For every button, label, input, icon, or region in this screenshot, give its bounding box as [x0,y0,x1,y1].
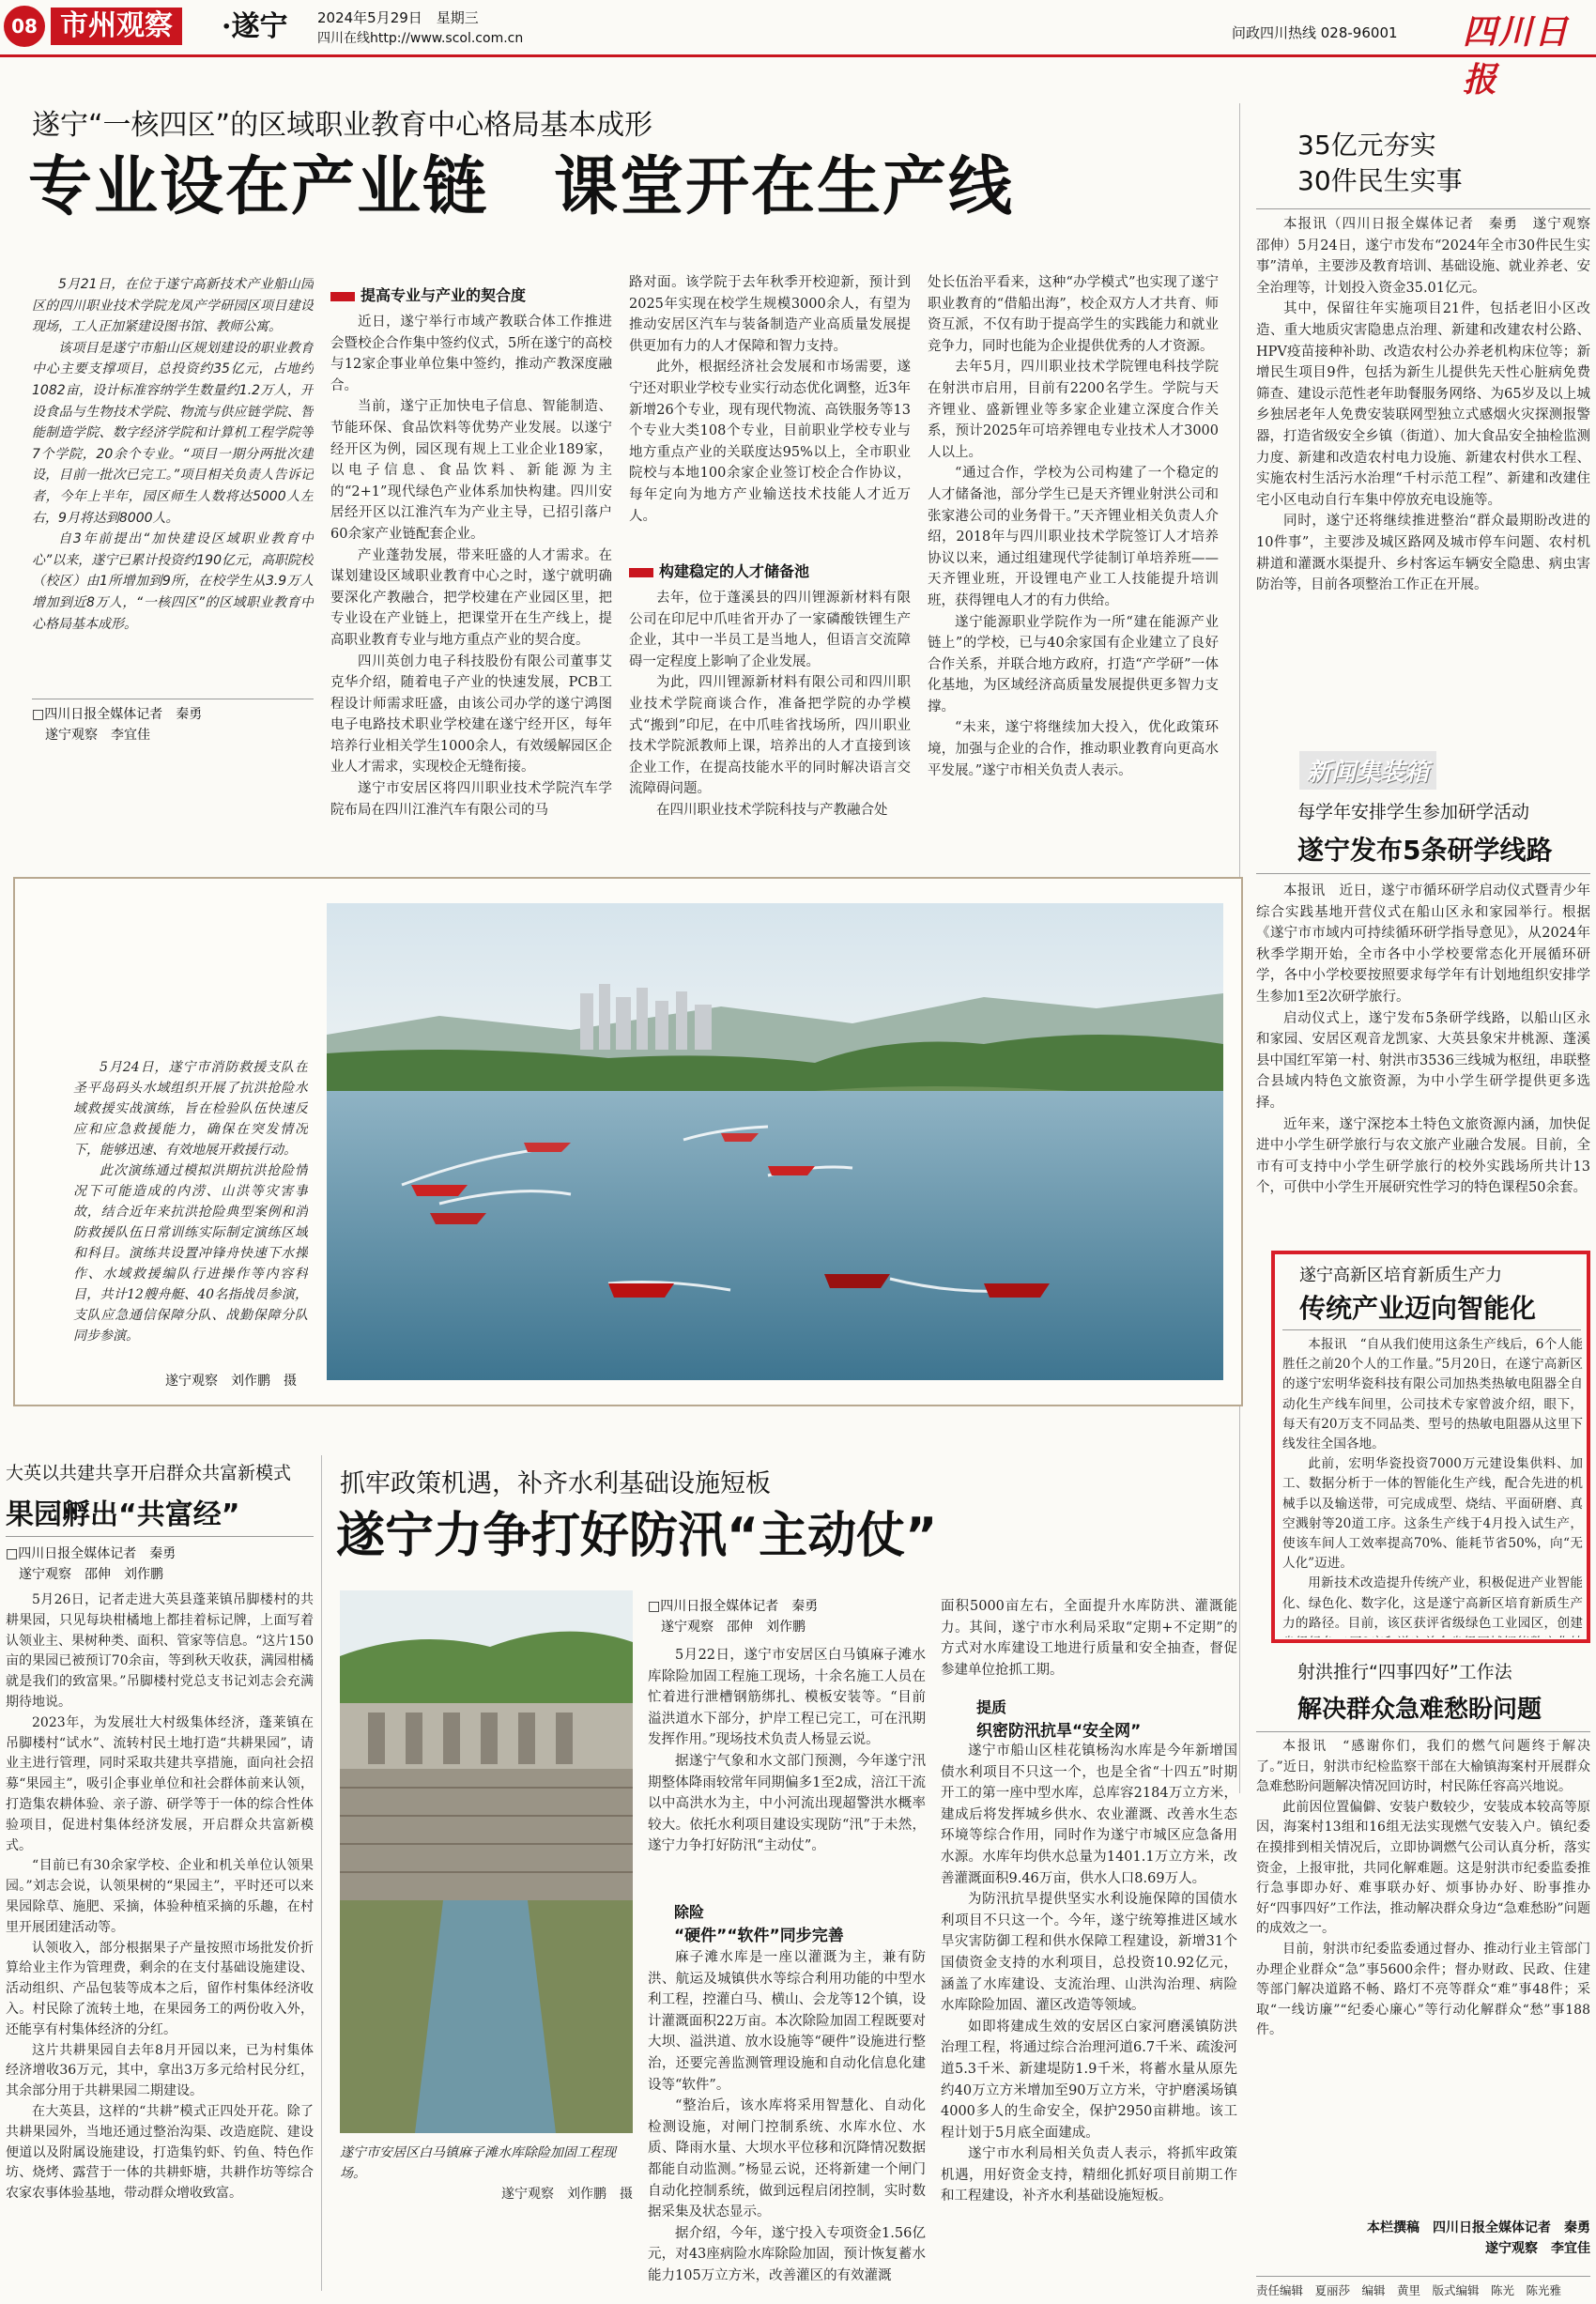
news-box-kicker: 每学年安排学生参加研学活动 [1297,802,1530,822]
flood-col-2b: 遂宁市船山区桂花镇杨沟水库是今年新增国债水利项目不只这一个，也是全省“十四五”时期开工的第一座中型水库，总库容2184万立方米，建成后将发挥城乡供水、农业灌溉、改善水生态环境等综合作用，同时作为遂宁市城区应急备用水源。水库年均供水总量为1401.1万立方米，改善灌溉面积9.46万亩，供水人口8.69万人。 为防汛抗旱提供坚实水利设施保障的国债水利项目不只这一个。今年，遂宁统筹推进区域水旱灾害防御工程和供水保障工程建设，新增31个国债资金支持的水利项目，总投资10.92亿元，涵盖了水库建设、支流治理、山洪沟治理、病险水库除险加固、灌区改造等领域。 如即将建成生效的安居区白家河磨溪镇防洪治理工程，将通过综合治理河道6.7千米、疏浚河道5.3千米、新建堤防1.9千米，将蓄水量从原先约40万立方米增加至90万立方米，守护磨溪场镇4000多人的生命安全，保护2950亩耕地。该工程计划于5月底全面建成。 遂宁市水利局相关负责人表示，将抓牢政策机遇，用好资金支持，精细化抓好项目前期工作和工程建设，补齐水利基础设施短板。 [941,1743,1237,2204]
rescue-boat [768,1166,815,1175]
river [327,1091,1223,1380]
boxed-kicker: 遂宁高新区培育新质生产力 [1299,1266,1502,1285]
page-number: 08 [4,6,45,47]
right-bottom-sign: 本栏撰稿 四川日报全媒体记者 秦勇 遂宁观察 李宜佳 [1367,2220,1590,2256]
reservoir-caption: 遂宁市安居区白马镇麻子滩水库除险加固工程现场。 遂宁观察 刘作鹏 摄 [340,2145,633,2202]
lead-col-4: 处长伍治平看来，这种“办学模式”也实现了遂宁职业教育的“借船出海”，校企双方人才共育、师资互派，不仅有助于提高学生的实践能力和就业竞争力，同时也能为企业提供优秀的人才资源。 去年5月，四川职业技术学院锂电科技学院在射洪市启用，目前有2200名学生。学院与天齐锂业、盛新锂业等多家企业建立深度合作关系，预计2025年可培养锂电专业技术人才3000人以上。 “通过合作，学校为公司构建了一个稳定的人才储备池，部分学生已是天齐锂业射洪公司和张家港公司的业务骨干。”天齐锂业相关负责人介绍，2018年与四川职业技术学院签订人才培养协议以来，通过组建现代学徒制订单培养班——天齐锂业班，开设锂电产业工人技能提升培训班，获得锂电人才的有力供给。 遂宁能源职业学院作为一所“建在能源产业链上”的学校，已与40余家国有企业建立了良好合作关系，并联合地方政府，打造“产学研”一体化基地，为区域经济高质量发展提供更多智力支撑。 “未来，遂宁将继续加大投入，优化政策环境，加强与企业的合作，推动职业教育向更高水平发展。”遂宁市相关负责人表示。 [928,275,1219,778]
subhead-quality: 提质 织密防汛抗旱“安全网” [976,1698,1142,1741]
lead-col-3a: 路对面。该学院于去年秋季开校迎新，预计到2025年实现在校学生规模3000余人，有望为推动安居区汽车与装备制造产业高质量发展提供更加有力的人才保障和智力支持。 此外，根据经济社会发展和市场需要，遂宁还对职业学校专业实行动态优化调整，近3年新增26个专业，现有现代物流、高铁服务等13个专业大类108个专业，目前职业学校专业与地方重点产业的关联度达95%以上，全市职业院校与本地100余家企业签订校企合作协议，每年定向为地方产业输送技术技能人才近万人。 [629,275,911,524]
subhead-marker [629,568,653,577]
issue-date: 2024年5月29日 星期三 [317,9,479,26]
news-box-rule [1256,873,1590,874]
subhead-reservoir: 构建稳定的人才储备池 [629,560,809,581]
reservoir-photo [340,1590,633,2133]
lead-byline: □四川日报全媒体记者 秦勇 遂宁观察 李宜佳 [32,707,203,743]
spillway-channel [340,1769,633,1900]
right-bottom-body: 本报讯 “感谢你们，我们的燃气问题终于解决了。”近日，射洪市纪检监察干部在大榆镇海案村开展群众急难愁盼问题解决情况回访时，村民陈任容高兴地说。 此前因位置偏僻、安装户数较少，安装成本较高等原因，海案村13组和16组无法实现燃气安装入户。镇纪委在摸排到相关情况后，立即协调燃气公司认真分析，落实资金，上报审批，共同化解难题。这是射洪市纪委监委推行急事即办好、难事联办好、烦事协办好、盼事推办好“四事四好”工作法，推动解决群众身边“急难愁盼”问题的成效之一。 目前，射洪市纪委监委通过督办、推动行业主管部门办理企业群众“急”事5600余件；督办财政、民政、住建等部门解决道路不畅、路灯不亮等群众“难”事48件；采取“一线访廉”“纪委心廉心”等行动化解群众“愁”事188件。 [1256,1739,1590,2038]
boxed-title: 传统产业迈向智能化 [1299,1293,1537,1324]
rescue-boat [430,1213,486,1224]
photo-frame [13,877,1243,1406]
newspaper-logo: 四川日报 [1463,12,1571,100]
subhead-hardware: 除险 “硬件”“软件”同步完善 [674,1903,844,1945]
flood-col-2: 面积5000亩左右，全面提升水库防洪、灌溉能力。其间，遂宁市水利局采取“定期+不定期”的方式对水库建设工地进行质量和安全抽查，督促参建单位抢抓工期。 [941,1599,1237,1678]
flood-headline: 遂宁力争打好防汛“主动仗” [336,1508,938,1564]
subhead-marker [330,292,355,301]
flood-col-1b: 麻子滩水库是一座以灌溉为主，兼有防洪、航运及城镇供水等综合利用功能的中型水利工程，控灌白马、横山、会龙等12个镇，设计灌溉面积22万亩。本次除险加固工程既要对大坝、溢洪道、放水设施等“硬件”设施进行整治，还要完善监测管理设施和自动化信息化建设等“软件”。 “整治后，该水库将采用智慧化、自动化检测设施，对闸门控制系统、水库水位、水质、降雨水量、大坝水平位移和沉降情况数据都能自动监测。”杨显云说，还将新建一个闸门自动化控制系统，做到远程启闭控制，实时数据采集及状态显示。 据介绍，今年，遂宁投入专项资金1.56亿元，对43座病险水库除险加固，预计恢复蓄水能力105万立方米，改善灌区的有效灌溉 [648,1950,926,2283]
orchard-body: 5月26日，记者走进大英县蓬莱镇吊脚楼村的共耕果园，只见每块柑橘地上都挂着标记牌，上面写着认领业主、果树种类、面积、管家等信息。“这片150亩的果园已被预订70余亩，等到秋天收获，满园柑橘就是我们的致富果。”吊脚楼村党总支书记刘志会充满期待地说。 2023年，为发展壮大村级集体经济，蓬莱镇在吊脚楼村“试水”、流转村民土地打造“共耕果园”，请业主进行管理，同时采取共建共享措施，面向社会招募“果园主”，吸引企事业单位和社会群体前来认领，打造集农耕体验、亲子游、研学等于一体的综合性体验项目，促进村集体经济发展，开启群众共富新模式。 “目前已有30余家学校、企业和机关单位认领果园。”刘志会说，认领果树的“果园主”，平时还可以来果园除草、施肥、采摘，体验种植采摘的乐趣，在村里开展团建活动等。 认领收入，部分根据果子产量按照市场批发价折算给业主作为管理费，剩余的在支付基础设施建设、活动组织、产品包装等成本之后，留作村集体经济收入。村民除了流转土地，在果园务工的两份收入外，还能享有村集体经济的分红。 这片共耕果园自去年8月开园以来，已为村集体经济增收36万元，其中，拿出3万多元给村民分红，其余部分用于共耕果园二期建设。 在大英县，这样的“共耕”模式正四处开花。除了共耕果园外，当地还通过整治沟渠、改造庭院、建设便道以及附属设施建设，打造集钓虾、钓鱼、特色作坊、烧烤、露营于一体的共耕虾塘，共耕作坊等综合农家农事体验基地，带动群众增收致富。 [6,1592,314,2202]
lead-col-3b: 去年，位于蓬溪县的四川锂源新材料有限公司在印尼中爪哇省开办了一家磷酸铁锂生产企业，其中一半员工是当地人，但语言交流障碍一定程度上影响了企业发展。 为此，四川锂源新材料有限公司和四川职业技术学院商谈合作，准备把学院的办学模式“搬到”印尼，在中爪哇省找场所，四川职业技术学院派教师上课，培养出的人才直接到该企业工作，在提高技能水平的同时解决语言交流障碍问题。 在四川职业技术学院科技与产教融合处 [629,591,911,818]
right-top-title: 35亿元夯实 30件民生实事 [1297,130,1463,196]
right-bottom-rule [1256,1731,1590,1732]
right-bottom-kicker: 射洪推行“四事四好”工作法 [1297,1662,1512,1682]
rescue-boat [411,1185,468,1196]
lead-col-2: 近日，遂宁举行市域产教联合体工作推进会暨校企合作集中签约仪式，5所在遂宁的高校与12家企事业单位集中签约，推动产教深度融合。 当前，遂宁正加快电子信息、智能制造、节能环保、食品饮料等优势产业发展。以遂宁经开区为例，园区现有规上工业企业189家，以电子信息、食品饮料、新能源为主的“2+1”现代绿色产业体系加快构建。四川安居经开区以江淮汽车为产业主导，已招引落户60余家产业链配套企业。 产业蓬勃发展，带来旺盛的人才需求。在谋划建设区域职业教育中心之时，遂宁就明确要深化产教融合，把学校建在产业园区里，把专业设在产业链上，把课堂开在生产线上，提高职业教育专业与地方重点产业的契合度。 四川英创力电子科技股份有限公司董事艾克华介绍，随着电子产业的快速发展，PCB工程设计师需求旺盛，由该公司办学的遂宁鸿图电子电路技术职业学校建在遂宁经开区，每年培养行业相关学生1000余人，有效缓解园区企业人才需求，实现校企无缝衔接。 遂宁市安居区将四川职业技术学院汽车学院布局在四川江淮汽车有限公司的马 [330,315,612,818]
lead-intro: 5月21日，在位于遂宁高新技术产业船山园区的四川职业技术学院龙凤产学研园区项目建设现场，工人正加紧建设图书馆、教师公寓。 该项目是遂宁市船山区规划建设的职业教育中心主要支撑项目，总投资约35亿元，占地约1082亩，设计标准容纳学生数量约1.2万人，开设食品与生物技术学院、物流与供应链学院、智能制造学院、数字经济学院和计算机工程学院等7个学院，20余个专业。“项目一期分两批次建设，目前一批次已完工。”项目相关负责人告诉记者，今年上半年，园区师生人数将达5000人左右，9月将达到8000人。 自3年前提出“加快建设区域职业教育中心”以来，遂宁已累计投资约190亿元，高职院校（校区）由1所增加到9所，在校学生从3.9万人增加到近8万人，“一核四区”的区域职业教育中心格局基本成形。 [32,277,314,632]
subhead-fit: 提高专业与产业的契合度 [330,284,526,305]
lead-headline: 专业设在产业链 课堂开在生产线 [28,150,1015,224]
hotline: 问政四川热线 028-96001 [1232,24,1398,41]
section-name: 市州观察 [51,8,182,45]
orchard-rule [6,1536,314,1537]
news-box-title: 遂宁发布5条研学线路 [1297,835,1553,866]
orchard-title: 果园孵出“共富经” [6,1498,240,1531]
flood-kicker: 抓牢政策机遇，补齐水利基础设施短板 [340,1469,771,1498]
editor-credits: 责任编辑 夏丽莎 编辑 黄里 版式编辑 陈光 陈光雅 [1256,2283,1562,2297]
boxed-rule [1282,1329,1581,1330]
city-name: ·遂宁 [222,10,288,43]
footer-rule [1256,2276,1590,2277]
rescue-boat [824,1274,890,1288]
right-top-body: 本报讯（四川日报全媒体记者 秦勇 遂宁观察 邵伸）5月24日，遂宁市发布“2024年全市30件民生实事”清单，主要涉及教育培训、基础设施、就业养老、安全治理等，计划投入资金35.01亿元。 其中，保留往年实施项目21件，包括老旧小区改造、重大地质灾害隐患点治理、新建和改建农村公路、HPV疫苗接种补助、改造农村公办养老机构床位等；新增民生项目9件，包括为新生儿提供先天性心脏病免费筛查、建设示范性老年助餐服务网络、为65岁及以上城乡独居老年人免费安装联网型独立式感烟火灾探测报警器，打造省级安全乡镇（街道）、加大食品安全抽检监测力度、新建和改造农村电力设施、新建农村供水工程、实施农村生活污水治理“千村示范工程”、新建和改建住宅小区电动自行车集中停放充电设施等。 同时，遂宁还将继续推进整治“群众最期盼改进的10件事”，主要涉及城区路网及城市停车问题、农村机耕道和灌溉水渠提升、乡村客运车辆安全隐患、病虫害防治等，目前各项整治工作正在开展。 [1256,217,1590,593]
orchard-kicker: 大英以共建共享开启群众共富新模式 [6,1463,292,1483]
right-bottom-title: 解决群众急难愁盼问题 [1297,1696,1542,1724]
masthead [0,0,1596,100]
news-box-body: 本报讯 近日，遂宁市循环研学启动仪式暨青少年综合实践基地开营仪式在船山区永和家园举行。根据《遂宁市市域内可持续循环研学指导意见》，从2024年秋季学期开始，全市各中小学校要常态化开展循环研学，各中小学校要按照要求每学年有计划地组织安排学生参加1至2次研学旅行。 启动仪式上，遂宁发布5条研学线路，以船山区永和家园、安居区观音龙凯家、大英县象宋井桃源、蓬溪县中国红军第一村、射洪市3536三线城为枢纽，串联整合县域内特色文旅资源，为中小学生研学提供更多选择。 近年来，遂宁深挖本土特色文旅资源内涵，加快促进中小学生研学旅行与农文旅产业融合发展。目前，全市有可支持中小学生研学旅行的校外实践场所共计13个，可供中小学生开展研究性学习的特色课程50余套。 [1256,883,1590,1196]
orchard-divider [321,1455,322,2291]
right-top-rule [1256,208,1590,209]
rescue-boat [608,1283,674,1298]
website: 四川在线http://www.scol.com.cn [317,31,524,46]
boxed-body: 本报讯 “自从我们使用这条生产线后，6个人能胜任之前20个人的工作量。”5月20日，在遂宁高新区的遂宁宏明华瓷科技有限公司加热类热敏电阻器全自动化生产线车间里，公司技术专家曾波介绍，眼下，每天有20万支不同品类、型号的热敏电阻器从这里下线发往全国各地。 此前，宏明华瓷投资7000万元建设集供料、加工、数据分析于一体的智能化生产线，配合先进的机械手以及输送带，可完成成型、烧结、平面研磨、真空溅射等20道工序。这条生产线于4月投入试生产，使该车间人工效率提高70%、能耗节省50%，向“无人化”迈进。 用新技术改造提升传统产业，积极促进产业智能化、绿色化、数字化，这是遂宁高新区培育新质生产力的路径。目前，该区获评省级绿色工业园区，创建 [1282,1337,1583,1631]
lead-kicker: 遂宁“一核四区”的区域职业教育中心格局基本成形 [32,109,653,142]
photo-credit: 遂宁观察 刘作鹏 摄 [165,1374,297,1389]
rescue-boat [984,1283,1050,1298]
flood-byline: □四川日报全媒体记者 秦勇 遂宁观察 邵伸 刘作鹏 [648,1599,819,1635]
rescue-drill-photo [327,903,1223,1380]
flood-col-1: 5月22日，遂宁市安居区白马镇麻子滩水库除险加固工程施工现场，十余名施工人员在忙着进行泄槽钢筋绑扎、模板安装等。“目前溢洪道水下部分，护岸工程已完工，可在汛期发挥作用。”现场技术负责人杨显云说。 据遂宁气象和水文部门预测，今年遂宁汛期整体降雨较常年同期偏多1至2成，涪江干流以中高洪水为主，中小河流出现超警洪水概率较大。依托水利项目建设实现防“汛”于未然，遂宁力争打好防汛“主动仗”。 [648,1648,926,1854]
orchard-byline: □四川日报全媒体记者 秦勇 遂宁观察 邵伸 刘作鹏 [6,1546,176,1582]
news-box-banner: 新闻集装箱 [1299,751,1436,790]
boxed-story [1271,1251,1590,1643]
masthead-rule [0,54,1596,57]
photo-caption: 5月24日，遂宁市消防救援支队在圣平岛码头水域组织开展了抗洪抢险水域救援实战演练，旨在检验队伍快速反应和应急救援能力，确保在突发情况下，能够迅速、有效地展开救援行动。 此次演练通过模拟洪期抗洪抢险情况下可能造成的内涝、山洪等灾害事故，结合近年来抗洪抢险典型案例和消防救援队伍日常训练实际制定演练区域和科目。演练共设置冲锋舟快速下水操作、水域救援编队行进操作等内容科目，共计12艘舟艇、40名指战员参演，支队应急通信保障分队、战勤保障分队同步参演。 [73,1060,308,1344]
